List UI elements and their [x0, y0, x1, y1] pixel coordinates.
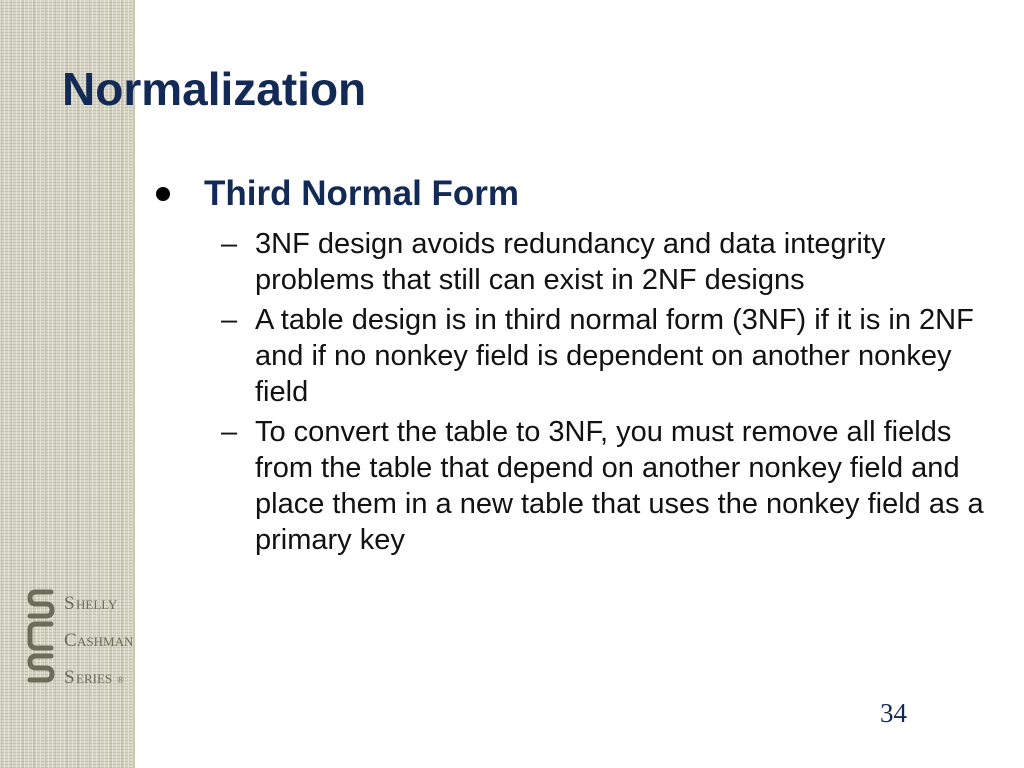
dash-icon: –	[221, 416, 238, 448]
slide-title: Normalization	[62, 63, 367, 115]
svg-text:C: C	[64, 630, 77, 651]
sub-bullet-item	[215, 302, 1005, 410]
svg-text:S: S	[64, 593, 75, 614]
sub-bullet-list	[215, 226, 1005, 562]
sub-bullet-text: 3NF design avoids redundancy and data integrity problems that still can exist in 2NF designs	[255, 228, 886, 296]
main-bullet	[150, 172, 1000, 216]
sub-bullet-item	[215, 414, 1005, 558]
dash-icon: –	[221, 304, 238, 336]
svg-text:®: ®	[117, 675, 124, 685]
main-bullet-text: Third Normal Form	[204, 174, 520, 213]
sub-bullet-text: A table design is in third normal form (3NF) if it is in 2NF and if no nonkey field is dependent on another nonkey field	[255, 304, 974, 408]
page-number: 34	[880, 698, 907, 728]
sub-bullet-item	[215, 226, 1005, 298]
svg-text:HELLY: HELLY	[76, 597, 118, 612]
sub-bullet-text: To convert the table to 3NF, you must remove all fields from the table that depend on another nonkey field and place them in a new table that uses the nonkey field as a primary key	[255, 416, 984, 556]
svg-text:S: S	[64, 667, 75, 688]
svg-text:ASHMAN: ASHMAN	[77, 634, 134, 649]
svg-text:ERIES: ERIES	[76, 671, 113, 686]
shelly-cashman-logo-icon	[24, 584, 134, 694]
bullet-icon	[156, 187, 170, 201]
dash-icon: –	[221, 228, 238, 260]
